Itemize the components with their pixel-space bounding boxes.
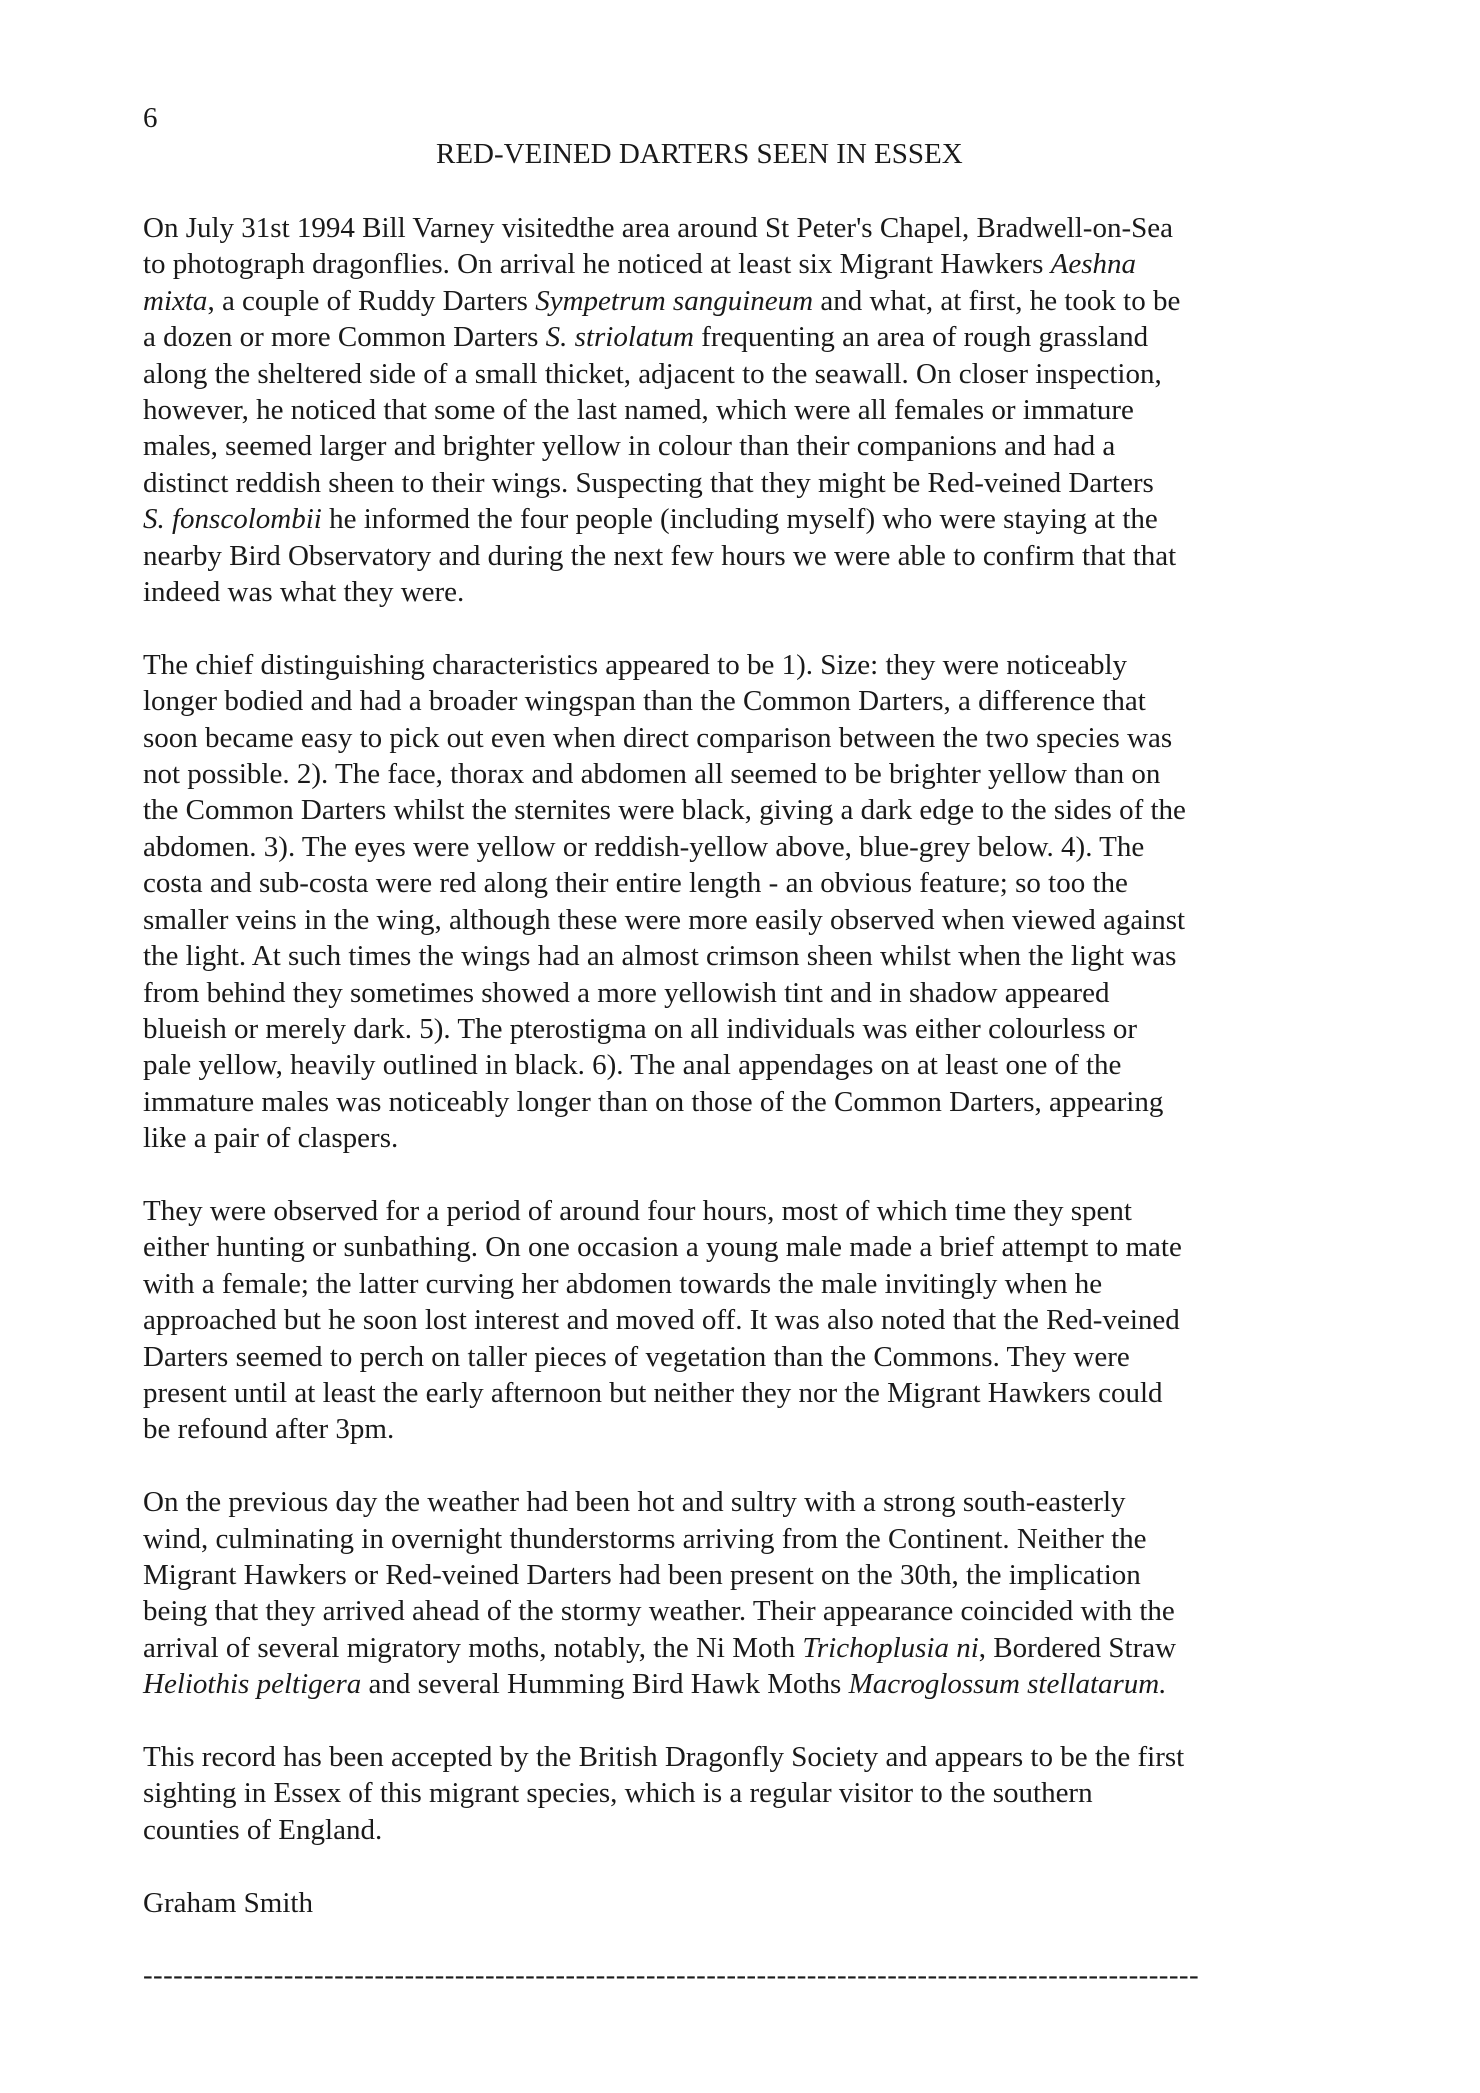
text-run: soon became easy to pick out even when direct comparison between the two species was <box>143 721 1173 754</box>
text-run: smaller veins in the wing, although these were more easily observed when viewed against <box>143 903 1186 936</box>
text-line <box>143 792 1343 828</box>
text-line <box>143 829 1343 865</box>
text-line <box>143 1047 1343 1083</box>
text-line <box>143 865 1343 901</box>
species-name: S. fonscolombii <box>143 503 322 536</box>
text-line <box>143 356 1343 392</box>
text-line <box>143 1775 1343 1811</box>
text-run: Darters seemed to perch on taller pieces of vegetation than the Commons. They were <box>143 1340 1130 1373</box>
text-line <box>143 1557 1343 1593</box>
text-line <box>143 1521 1343 1557</box>
text-run: abdomen. 3). The eyes were yellow or reddish-yellow above, blue-grey below. 4). The <box>143 830 1145 863</box>
text-line <box>143 1229 1343 1265</box>
text-line <box>143 574 1343 610</box>
text-run: On July 31st 1994 Bill Varney visitedthe area around St Peter's Chapel, Bradwell-on-Sea <box>143 212 1173 244</box>
text-line <box>143 501 1343 537</box>
text-line <box>143 1375 1343 1411</box>
text-run: On the previous day the weather had been hot and sultry with a strong south-easterly <box>143 1486 1126 1519</box>
text-line <box>143 538 1343 574</box>
text-line <box>143 1084 1343 1120</box>
text-run: present until at least the early afternoon but neither they nor the Migrant Hawkers could <box>143 1376 1163 1409</box>
paragraph <box>143 1484 1343 1702</box>
text-run: immature males was noticeably longer than on those of the Common Darters, appearing <box>143 1085 1164 1118</box>
species-name: S. striolatum <box>545 321 694 354</box>
text-run: frequenting an area of rough grassland <box>693 321 1149 354</box>
text-run: arrival of several migratory moths, notably, the Ni Moth <box>143 1631 803 1664</box>
text-run: from behind they sometimes showed a more yellowish tint and in shadow appeared <box>143 976 1110 1009</box>
text-run: , a couple of Ruddy Darters <box>207 284 536 317</box>
text-line <box>143 1193 1343 1229</box>
text-run: blueish or merely dark. 5). The pterostigma on all individuals was either colourless or <box>143 1012 1138 1045</box>
text-run: not possible. 2). The face, thorax and abdomen all seemed to be brighter yellow than on <box>143 758 1161 791</box>
author-signature: Graham Smith <box>143 1886 313 1919</box>
text-run: approached but he soon lost interest and moved off. It was also noted that the Red-veined <box>143 1304 1180 1337</box>
text-line <box>143 319 1343 355</box>
text-run: being that they arrived ahead of the stormy weather. Their appearance coincided with the <box>143 1595 1175 1628</box>
text-run: either hunting or sunbathing. On one occasion a young male made a brief attempt to mate <box>143 1231 1182 1264</box>
text-line <box>143 465 1343 501</box>
text-line <box>143 1011 1343 1047</box>
text-run: however, he noticed that some of the last named, which were all females or immature <box>143 394 1134 427</box>
text-run: and what, at first, he took to be <box>813 284 1181 317</box>
species-name: mixta <box>143 284 208 317</box>
text-run: to photograph dragonflies. On arrival he noticed at least six Migrant Hawkers <box>143 248 1051 281</box>
text-line <box>143 938 1343 974</box>
text-run: sighting in Essex of this migrant species, which is a regular visitor to the southern <box>143 1777 1093 1810</box>
article-body <box>143 210 1343 1848</box>
text-run: The chief distinguishing characteristics appeared to be 1). Size: they were noticeably <box>143 648 1128 681</box>
text-line <box>143 1411 1343 1447</box>
text-run: distinct reddish sheen to their wings. Suspecting that they might be Red-veined Darters <box>143 466 1154 499</box>
species-name: Heliothis peltigera <box>143 1668 362 1701</box>
text-line <box>143 1266 1343 1302</box>
paragraph <box>143 647 1343 1157</box>
text-line <box>143 246 1343 282</box>
text-run: like a pair of claspers. <box>143 1122 399 1155</box>
text-line <box>143 756 1343 792</box>
text-run: costa and sub-costa were red along their entire length - an obvious feature; so too the <box>143 867 1128 900</box>
text-line <box>143 647 1343 683</box>
species-name: Trichoplusia ni <box>802 1631 979 1664</box>
text-line <box>143 683 1343 719</box>
text-line <box>143 720 1343 756</box>
text-run: They were observed for a period of around four hours, most of which time they spent <box>143 1194 1132 1227</box>
text-line <box>143 1739 1343 1775</box>
text-run: Migrant Hawkers or Red-veined Darters had been present on the 30th, the implication <box>143 1558 1141 1591</box>
paragraph <box>143 210 1343 610</box>
text-line <box>143 392 1343 428</box>
text-run: males, seemed larger and brighter yellow in colour than their companions and had a <box>143 430 1116 463</box>
document-page <box>143 100 1343 1993</box>
page-number: 6 <box>143 102 158 134</box>
text-line <box>143 210 1343 246</box>
text-line <box>143 975 1343 1011</box>
paragraph <box>143 1193 1343 1448</box>
text-run: a dozen or more Common Darters <box>143 321 546 354</box>
text-line <box>143 1302 1343 1338</box>
article-title: RED-VEINED DARTERS SEEN IN ESSEX <box>436 138 963 170</box>
species-name: Macroglossum stellatarum. <box>848 1668 1167 1701</box>
text-line <box>143 1339 1343 1375</box>
text-run: be refound after 3pm. <box>143 1413 395 1446</box>
text-run: and several Humming Bird Hawk Moths <box>361 1668 849 1701</box>
species-name: Sympetrum sanguineum <box>535 284 814 317</box>
text-run: the light. At such times the wings had an almost crimson sheen whilst when the light was <box>143 940 1177 973</box>
text-run: with a female; the latter curving her abdomen towards the male invitingly when he <box>143 1267 1103 1300</box>
text-line <box>143 283 1343 319</box>
paragraph <box>143 1739 1343 1848</box>
species-name: Aeshna <box>1050 248 1136 281</box>
text-run: pale yellow, heavily outlined in black. 6). The anal appendages on at least one of the <box>143 1049 1122 1082</box>
text-run: indeed was what they were. <box>143 576 465 609</box>
separator-line: --------------------------------------------------------------------------------------------------------- <box>143 1958 1200 1991</box>
text-run: counties of England. <box>143 1813 383 1846</box>
text-line <box>143 1484 1343 1520</box>
text-line <box>143 428 1343 464</box>
text-run: , Bordered Straw <box>978 1631 1177 1664</box>
text-run: the Common Darters whilst the sternites were black, giving a dark edge to the sides of the <box>143 794 1186 827</box>
text-line <box>143 902 1343 938</box>
text-line <box>143 1812 1343 1848</box>
text-run: along the sheltered side of a small thicket, adjacent to the seawall. On closer inspection, <box>143 357 1162 390</box>
text-line <box>143 1630 1343 1666</box>
text-line <box>143 1120 1343 1156</box>
text-run: he informed the four people (including myself) who were staying at the <box>321 503 1158 536</box>
text-run: This record has been accepted by the British Dragonfly Society and appears to be the first <box>143 1741 1185 1773</box>
text-run: nearby Bird Observatory and during the next few hours we were able to confirm that that <box>143 539 1177 572</box>
text-run: longer bodied and had a broader wingspan than the Common Darters, a difference that <box>143 685 1146 718</box>
text-line <box>143 1593 1343 1629</box>
text-run: wind, culminating in overnight thunderstorms arriving from the Continent. Neither the <box>143 1522 1147 1555</box>
text-line <box>143 1666 1343 1702</box>
